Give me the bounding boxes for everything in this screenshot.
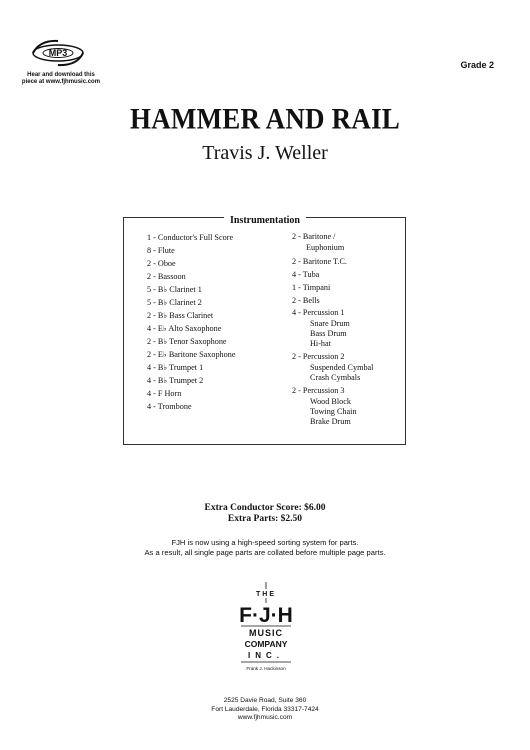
logo-row-company: COMPANY [244,639,288,649]
instrument-item: 2 - E♭ Baritone Saxophone [147,350,236,359]
percussion-subitem: Towing Chain [310,407,357,416]
instrument-item: 2 - Oboe [147,259,176,268]
sorting-note [0,538,530,558]
composer-name: Travis J. Weller [202,142,328,164]
percussion-subitem: Hi-hat [310,339,331,348]
logo-row-fjh: F·J·H [239,604,293,627]
fjh-publisher-logo [238,582,294,690]
mp3-caption-line1: Hear and download this [27,72,95,78]
logo-row-inc: INC. [248,651,284,660]
instrument-item: 4 - F Horn [147,389,182,398]
percussion-subitem: Bass Drum [310,329,347,338]
address-line1: 2525 Davie Road, Suite 360 [223,697,307,704]
percussion-subitem: Crash Cymbals [310,373,361,382]
instrument-item: 4 - B♭ Trumpet 1 [147,363,204,372]
percussion-subitem: Suspended Cymbal [310,363,374,372]
address-line2: Fort Lauderdale, Florida 33317-7424 [211,705,319,713]
percussion-subitem: Brake Drum [310,417,351,426]
instrument-item: 2 - B♭ Bass Clarinet [147,311,214,320]
instrument-item: 4 - Tuba [292,270,320,279]
publisher-address [0,697,530,723]
extra-prices [0,503,530,525]
instrument-item: 2 - Bells [292,296,320,305]
instrument-item: 2 - Percussion 3 [292,386,345,395]
logo-row-the: THE [256,591,276,598]
mp3-caption-line2: piece at www.fjhmusic.com [21,79,101,85]
instrument-item: 5 - B♭ Clarinet 2 [147,298,202,307]
instrument-item: 4 - Percussion 1 [292,308,345,317]
extra-parts-price: Extra Parts: $2.50 [227,514,303,524]
instrument-item: 4 - B♭ Trumpet 2 [147,376,204,385]
instrument-list-right [292,231,402,427]
instrument-item-continued: Euphonium [306,243,345,252]
instrument-item: 8 - Flute [147,246,175,255]
logo-founder: Frank J. Hackinson [246,666,286,671]
instrument-item: 1 - Conductor's Full Score [147,233,234,242]
instrument-item: 5 - B♭ Clarinet 1 [147,285,202,294]
logo-row-music: MUSIC [249,628,283,638]
grade-label: Grade 2 [460,60,494,70]
instrument-item: 2 - Bassoon [147,272,186,281]
sorting-note-line1: FJH is now using a high-speed sorting system for parts. [171,538,359,547]
instrument-item: 1 - Timpani [292,283,331,292]
address-website: www.fjhmusic.com [237,714,293,721]
mp3-disc-icon [30,36,86,70]
instrument-item: 4 - E♭ Alto Saxophone [147,324,222,333]
percussion-subitem: Snare Drum [310,319,350,328]
mp3-label: MP3 [48,48,68,58]
percussion-subitem: Wood Block [310,397,351,406]
instrument-list-left [147,231,287,413]
instrument-item: 2 - Percussion 2 [292,352,345,361]
instrument-item: 2 - Baritone / [292,232,336,241]
instrumentation-heading-wrap [0,210,530,228]
instrument-item: 2 - Baritone T.C. [292,257,347,266]
sorting-note-line2: As a result, all single page parts are collated before multiple page parts. [144,548,386,557]
instrumentation-heading: Instrumentation [224,215,306,226]
piece-title: HAMMER AND RAIL [130,102,400,136]
mp3-caption [16,72,106,86]
instrument-item: 4 - Trombone [147,402,192,411]
instrument-item: 2 - B♭ Tenor Saxophone [147,337,227,346]
extra-score-price: Extra Conductor Score: $6.00 [204,503,326,513]
